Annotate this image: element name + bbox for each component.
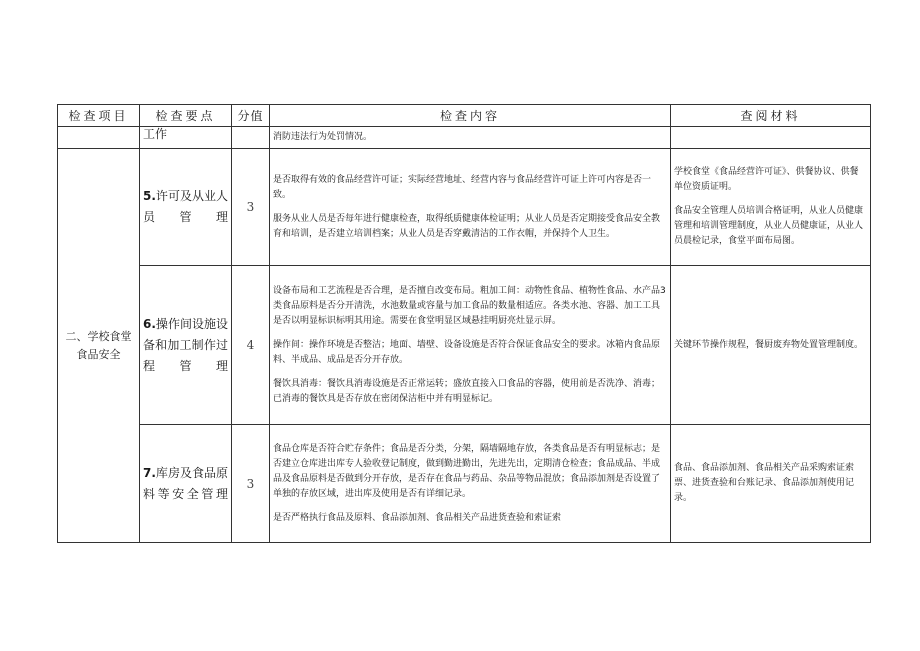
content-paragraph: 服务从业人员是否每年进行健康检查，取得纸质健康体检证明；从业人员是否定期接受食品安全教育和培训，是否建立培训档案；从业人员是否穿戴清洁的工作衣帽，并保持个人卫生。 [273, 213, 661, 239]
table-row-permit [58, 149, 871, 266]
score-cell-empty [232, 127, 270, 149]
content-cell [270, 266, 671, 425]
point-cell-continued [140, 127, 232, 149]
materials-paragraph: 关键环节操作规程，餐厨废弃物处置管理制度。 [674, 339, 864, 350]
header-item: 检查项目 [58, 105, 140, 127]
point-number: 6. [143, 316, 156, 331]
content-paragraph: 设备布局和工艺流程是否合理，是否擅自改变布局。粗加工间：动物性食品、植物性食品、水产品3类食品原料是否分开清洗，水池数量或容量与加工食品的数量相适应。各类水池、容器、加工工具是否以明显标识标明其用途。需要在食堂明显区域悬挂明厨亮灶显示屏。 [273, 285, 666, 326]
point-cell [140, 425, 232, 543]
category-cell-empty [58, 127, 140, 149]
table-row-operation [58, 266, 871, 425]
content-paragraph: 操作间：操作环境是否整洁；地面、墙壁、设备设施是否符合保证食品安全的要求。冰箱内食品原料、半成品、成品是否分开存放。 [273, 339, 661, 365]
header-content: 检查内容 [270, 105, 671, 127]
content-cell-continued [270, 127, 671, 149]
point-cell [140, 149, 232, 266]
score-cell: 3 [232, 149, 270, 266]
content-paragraph: 餐饮具消毒：餐饮具消毒设施是否正常运转；盛放直接入口食品的容器，使用前是否洗净、消毒；已消毒的餐饮具是否存放在密闭保洁柜中并有明显标记。 [273, 378, 661, 404]
point-label: 库房及食品原料等安全管理 [143, 465, 228, 501]
score-cell: 3 [232, 425, 270, 543]
point-label: 许可及从业人员管理 [143, 189, 228, 224]
point-number: 5. [143, 189, 156, 203]
table-row-continued [58, 127, 871, 149]
score-cell: 4 [232, 266, 270, 425]
category-line-2: 食品安全 [76, 347, 121, 361]
materials-paragraph: 学校食堂《食品经营许可证》、供餐协议、供餐单位资质证明。 [674, 167, 859, 192]
content-text: 消防违法行为处罚情况。 [273, 132, 373, 142]
content-paragraph: 是否严格执行食品及原料、食品添加剂、食品相关产品进货查验和索证索 [273, 512, 562, 523]
point-number: 7. [143, 465, 156, 480]
category-line-1: 二、学校食堂 [65, 329, 132, 343]
header-row [58, 105, 871, 127]
content-paragraph: 食品仓库是否符合贮存条件；食品是否分类，分架，隔墙隔地存放，各类食品是否有明显标志；是否建立仓库进出库专人验收登记制度，做到勤进勤出，先进先出，定期清仓检查；食品成品、半成品及食品原料是否做到分开存放，是否存在食品与药品、杂品等物品混放；食品添加剂是否设置了单独的存放区域，进出库及使用是否有详细记录。 [273, 443, 661, 499]
content-cell [270, 149, 671, 266]
materials-cell [671, 425, 871, 543]
materials-cell [671, 149, 871, 266]
point-tail: 工作 [143, 127, 168, 141]
header-materials: 查阅材料 [671, 105, 871, 127]
materials-cell [671, 266, 871, 425]
content-cell [270, 425, 671, 543]
table-row-storage [58, 425, 871, 543]
header-point: 检查要点 [140, 105, 232, 127]
point-cell [140, 266, 232, 425]
category-cell [58, 149, 140, 543]
content-paragraph: 是否取得有效的食品经营许可证；实际经营地址、经营内容与食品经营许可证上许可内容是否一致。 [273, 174, 652, 200]
point-label: 操作间设施设备和加工制作过程管理 [143, 316, 228, 373]
materials-paragraph: 食品安全管理人员培训合格证明，从业人员健康管理和培训管理制度，从业人员健康证，从业人员晨检记录，食堂平面布局图。 [674, 206, 864, 246]
header-score: 分值 [232, 105, 270, 127]
materials-cell-empty [671, 127, 871, 149]
materials-paragraph: 食品、食品添加剂、食品相关产品采购索证索票、进货查验和台账记录、食品添加剂使用记录。 [674, 463, 855, 503]
inspection-table [57, 104, 871, 543]
